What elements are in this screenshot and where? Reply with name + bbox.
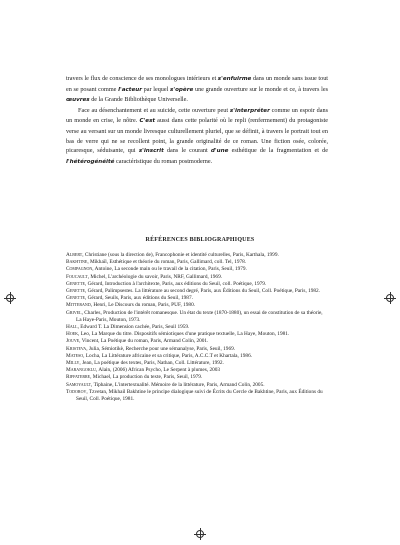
references-list <box>66 252 328 403</box>
reference-author: Riffaterre <box>66 374 91 381</box>
text-run: Face au désenchantement et au suicide, cette ouverture peut <box>78 106 230 114</box>
reference-text: , Christiane (sous la direction de), Francophonie et identité culturelles, Paris, Karthala, 1999. <box>82 252 279 258</box>
reference-author: Marangoklu <box>66 367 97 374</box>
references-heading: RÉFÉRENCES BIBLIOGRAPHIQUES <box>145 237 255 243</box>
reference-author: Todorov <box>66 388 87 395</box>
reference-author: Mateso <box>66 352 84 359</box>
reference-author: Samoyault <box>66 381 92 388</box>
reference-item <box>66 266 328 273</box>
registration-mark-bottom <box>194 528 206 540</box>
body-text <box>66 74 328 167</box>
reference-author: Hoek <box>66 331 79 338</box>
reference-author: Compagnon <box>66 266 93 273</box>
reference-author: Kristeva <box>66 345 87 352</box>
reference-author: Milly <box>66 360 80 367</box>
reference-author: Jouve <box>66 338 80 345</box>
text-run: dans un monde sans issue tout en se posant comme <box>66 75 329 93</box>
emphasized-word: d'une <box>210 148 229 155</box>
reference-author: Grivel <box>66 309 82 316</box>
reference-text: , Leo, La Marque du titre. Dispositifs sémiotiques d'une pratique textuelle, La Haye, Mouton, 1981. <box>78 331 290 338</box>
reference-text: , Edward T. La Dimension cachée, Paris, Seuil 1959. <box>77 324 190 331</box>
reference-text: , Charles, Production de l'intérêt romanesque. Un état du texte (1870-1880), un essai de constitution de sa théorie, La Haye-Paris, Mouton, 1973. <box>76 309 323 323</box>
reference-author: Genette <box>66 295 85 302</box>
reference-item <box>66 252 328 259</box>
reference-author: Genette <box>66 288 85 295</box>
emphasized-word: s'interpréter <box>229 107 270 114</box>
reference-item <box>66 338 328 345</box>
reference-text: , Tzvetan, Mikhail Bakhtine le principe dialogique suivi de Écrits du Cercle de Bakhtine, Paris, aux Éditions du Seuil, Coll. Poétique, 1981. <box>76 388 323 403</box>
reference-item <box>66 382 328 389</box>
reference-item <box>66 288 328 295</box>
emphasized-word: C'est <box>139 118 156 125</box>
reference-item <box>66 259 328 266</box>
paragraph-2 <box>66 106 328 168</box>
text-run: esthétique de la fragmentation et de <box>228 147 328 155</box>
reference-author: Genette <box>66 280 85 287</box>
reference-item <box>66 353 328 360</box>
text-run: de la Grande Bibliothèque Universelle. <box>89 96 188 104</box>
text-run: une grande ouverture sur le monde et ce, à travers les <box>193 85 328 93</box>
emphasized-word: s'inscrit <box>138 148 164 155</box>
reference-item <box>66 346 328 353</box>
emphasized-word: œuvres <box>66 97 90 104</box>
reference-text: , Alain, (2006) African Psycho, Le Serpent à plumes, 2003 <box>96 367 221 374</box>
paragraph-1 <box>66 74 328 106</box>
emphasized-word: l'hétérogénéité <box>66 158 115 165</box>
text-run: travers le flux de conscience de ses monologues intérieurs et <box>66 75 218 82</box>
reference-item <box>66 331 328 338</box>
reference-text: , Tiphaine, L'intertextualité. Mémoire de la littérature, Paris, Armand Colin, 2005. <box>91 381 265 388</box>
text-run: dans le courant <box>163 147 211 155</box>
reference-text: , Henri, Le Discours du roman, Paris, PUF, 1980. <box>90 302 196 309</box>
emphasized-word: l'acteur <box>118 86 142 93</box>
reference-text: , Mikhaïl, Esthétique et théorie du roman, Paris, Gallimard, coll. Tel, 1978. <box>87 259 247 266</box>
reference-text: , Michel, L'archéologie du savoir, Paris, NRF, Gallimard, 1969. <box>87 273 223 280</box>
reference-item <box>66 374 328 381</box>
reference-item <box>66 302 328 309</box>
reference-text: , Gérard, Palimpsestes. La littérature au second degré, Paris, aux Éditions du Seuil, Coll. Poétique, Paris, 1982. <box>84 288 321 295</box>
reference-item <box>66 367 328 374</box>
reference-author: Foucault <box>66 273 88 280</box>
reference-text: , Gérard, Seuils, Paris, aux éditions du Seuil, 1987. <box>84 295 193 302</box>
reference-text: , Vincent, La Poétique du roman, Paris, Armand Colin, 2001. <box>79 338 209 345</box>
reference-text: , Julia, Sémiotikè, Recherche pour une sémanalyse, Paris, Seuil, 1969. <box>86 345 236 352</box>
registration-mark-right <box>384 292 396 304</box>
reference-author: Albert <box>66 252 83 258</box>
emphasized-word: s'opère <box>170 86 194 93</box>
reference-text: , Michael, La production du texte, Paris, Seuil, 1979. <box>90 374 203 381</box>
reference-item <box>66 389 328 403</box>
text-run: comme un espoir dans un monde en crise, le nôtre. <box>66 106 328 125</box>
text-run: caractéristique du roman postmoderne. <box>114 157 213 165</box>
text-run: par lequel <box>142 85 171 93</box>
emphasized-word: s'enfuirme <box>217 76 252 82</box>
reference-item <box>66 274 328 281</box>
reference-author: Hall <box>66 324 78 331</box>
reference-text: , Gérard, Introduction à l'architexte, Paris, aux éditions du Seuil, coll. Poétique, 1979. <box>84 280 267 287</box>
reference-author: Mitterand <box>66 302 91 309</box>
reference-author: Bakhtine <box>66 259 88 266</box>
reference-item <box>66 281 328 288</box>
reference-text: , Locha, La Littérature africaine et sa critique, Paris, A.C.C.T et Khartala, 1986. <box>83 352 253 359</box>
registration-mark-left <box>4 292 16 304</box>
reference-text: , Jean, La poétique des textes, Paris, Nathan, Coll. Littérature, 1992. <box>79 360 224 367</box>
reference-item <box>66 310 328 324</box>
reference-item <box>66 295 328 302</box>
text-run: aussi dans cette polarité où le repli (renfermement) du protagoniste verse au versant sur un monde livresque culturellement pluriel, que se définit, à travers le portrait tout en bas de verre qui ne se recollent point, la grande originalité de ce roman. Une fiction osée, colorée, picaresque, séduisante, qui <box>66 117 328 155</box>
reference-text: , Antoine, La seconde main ou le travail de la citation, Paris, Seuil, 1979. <box>92 266 247 273</box>
